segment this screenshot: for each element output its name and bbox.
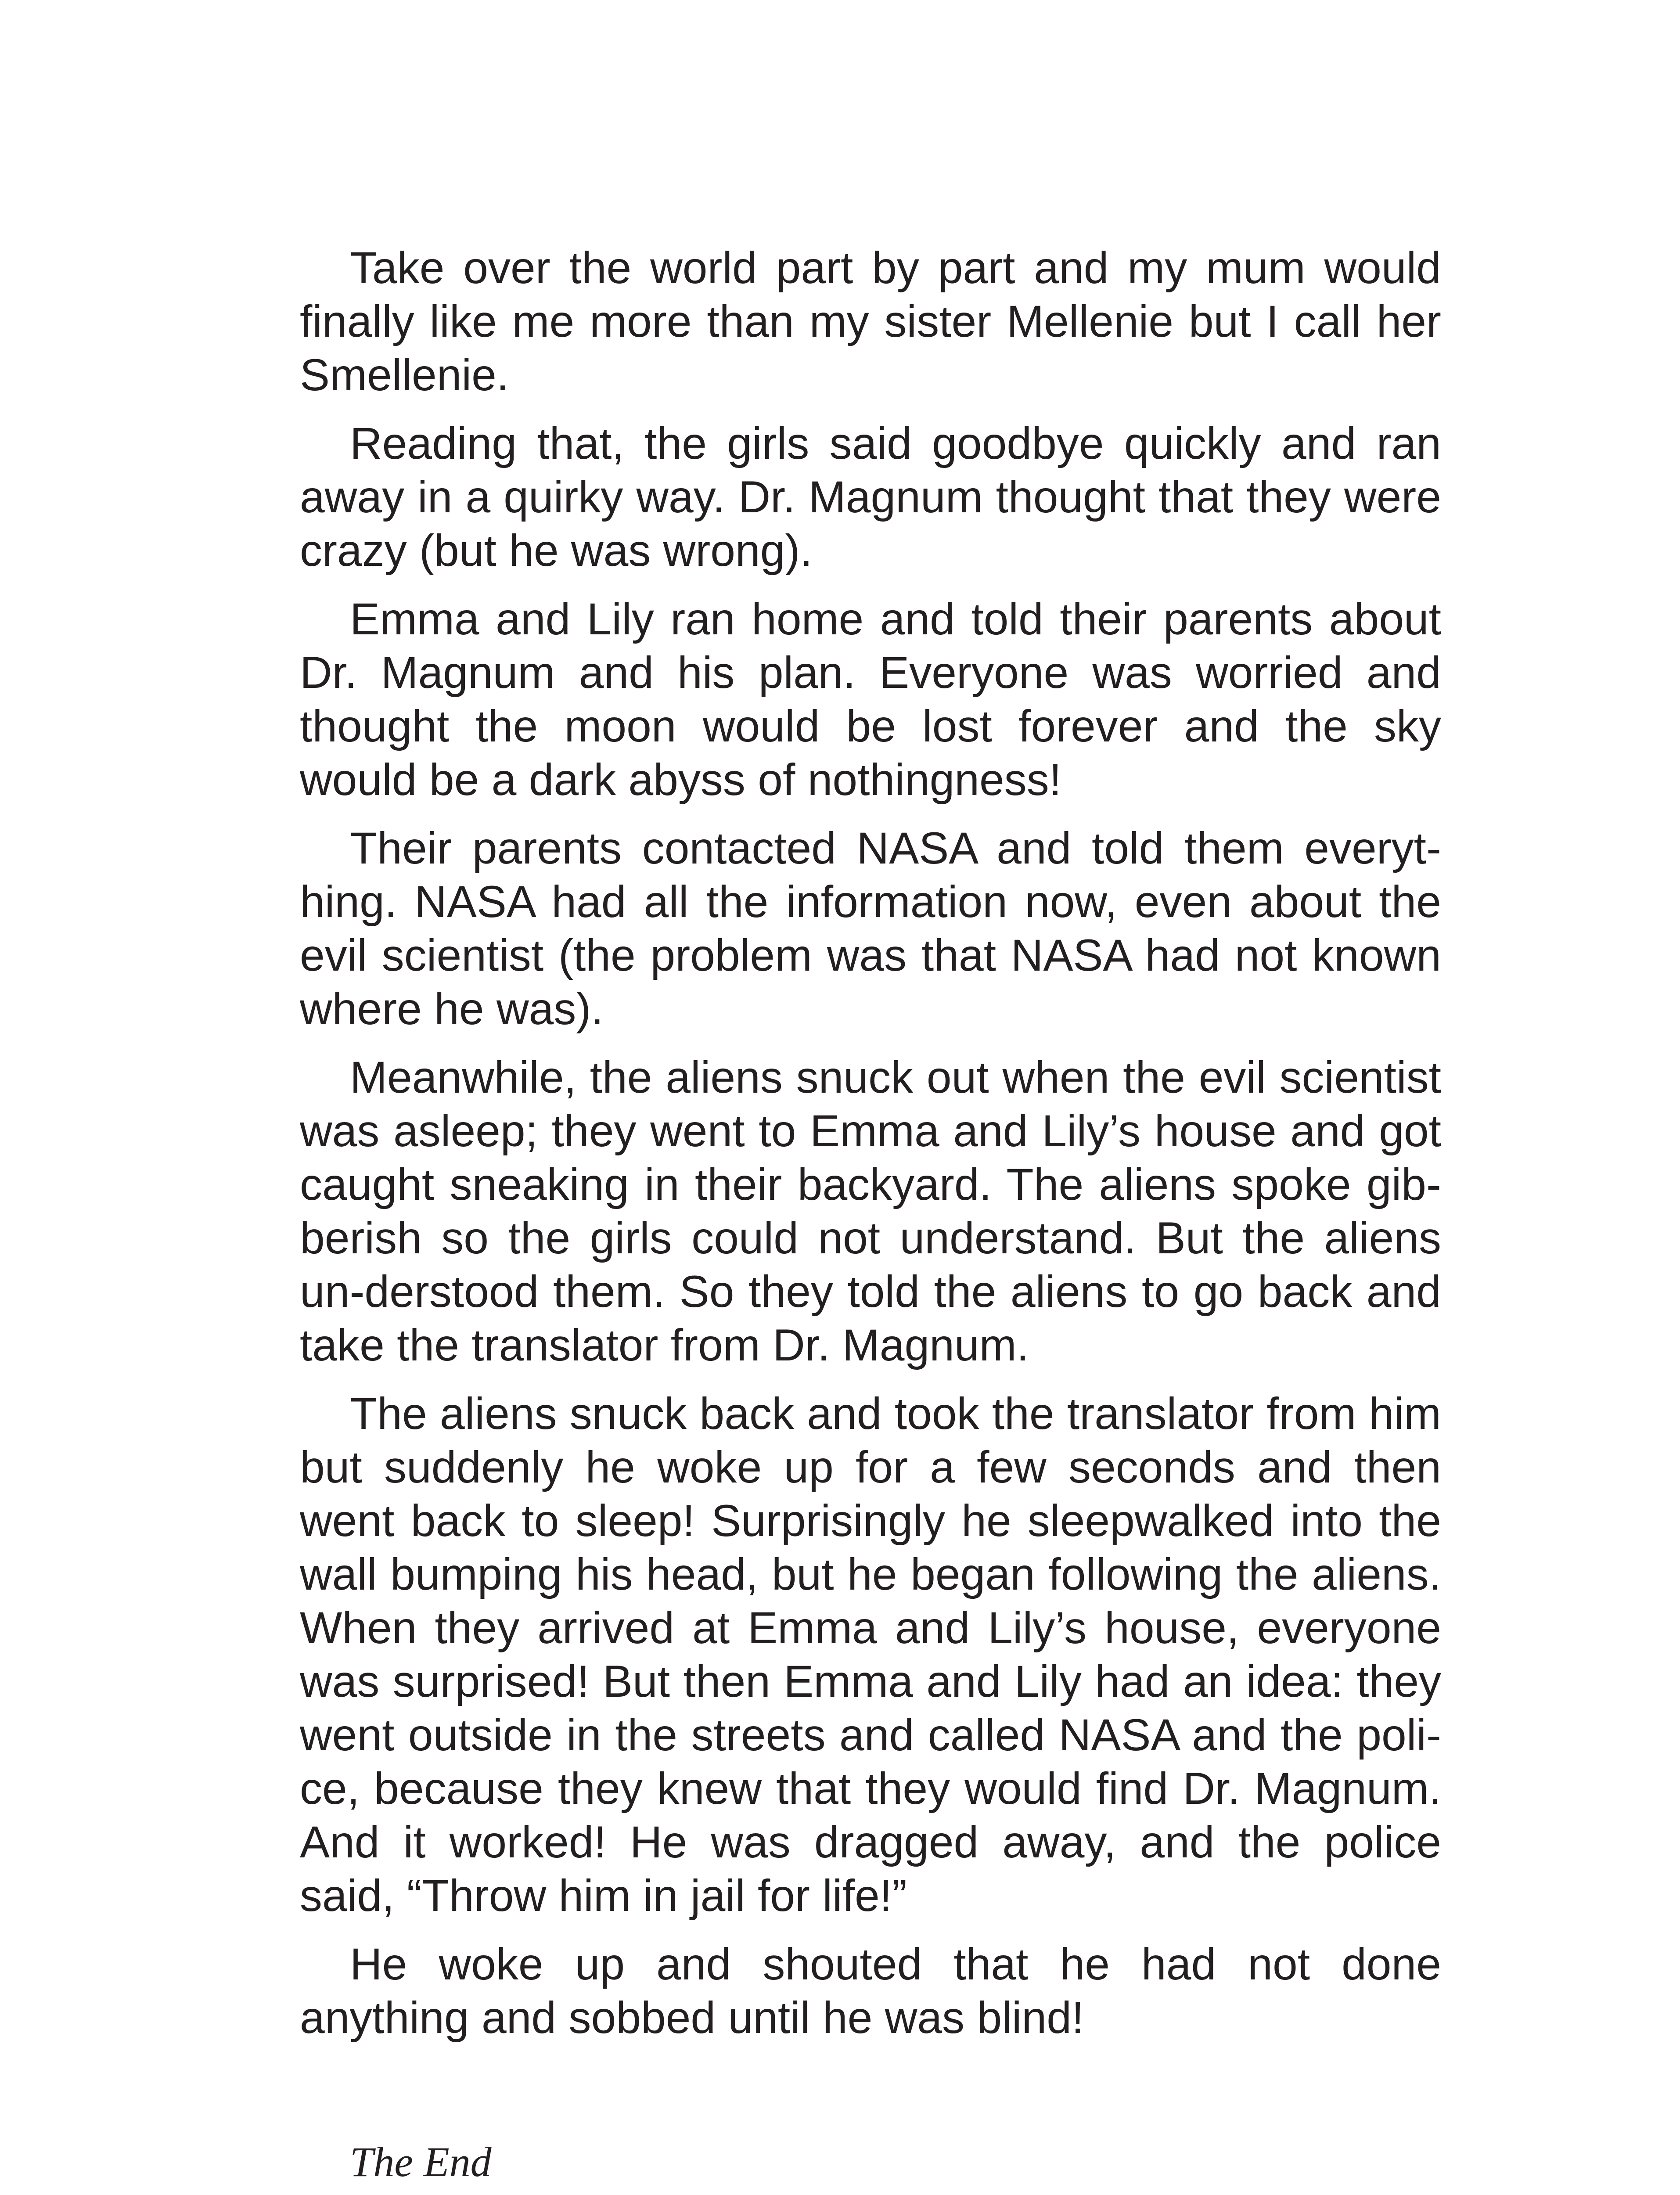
paragraph: Reading that, the girls said goodbye quickly and ran away in a quirky way. Dr. Magnum thought that they were crazy (but he was wrong). — [300, 418, 1441, 576]
paragraph: Take over the world part by part and my mum would finally like me more than my sister Mellenie but I call her Smellenie. — [300, 243, 1441, 400]
the-end-label: The End — [350, 2138, 492, 2185]
story-text — [300, 241, 1441, 2059]
paragraph: The aliens snuck back and took the translator from him but suddenly he woke up for a few seconds and then went back to sleep! Surprisingly he sleepwalked into the wall bumping his head, but he began following the aliens. When they arrived at Emma and Lily’s house, everyone was surprised! But then Emma and Lily had an idea: they went outside in the streets and called NASA and the poli-ce, because they knew that they would find Dr. Magnum. And it worked! He was dragged away, and the police said, “Throw him in jail for life!” — [300, 1389, 1441, 1921]
paragraph: He woke up and shouted that he had not done anything and sobbed until he was blind! — [300, 1939, 1441, 2043]
paragraph: Meanwhile, the aliens snuck out when the evil scientist was asleep; they went to Emma and Lily’s house and got caught sneaking in their backyard. The aliens spoke gib-berish so the girls could not understand. But the aliens un-derstood them. So they told the aliens to go back and take the translator from Dr. Magnum. — [300, 1052, 1441, 1370]
paragraph: Their parents contacted NASA and told them everyt-hing. NASA had all the information now, even about the evil scientist (the problem was that NASA had not known where he was). — [300, 823, 1441, 1034]
paragraph: Emma and Lily ran home and told their parents about Dr. Magnum and his plan. Everyone was worried and thought the moon would be lost forever and the sky would be a dark abyss of nothingness! — [300, 594, 1441, 805]
